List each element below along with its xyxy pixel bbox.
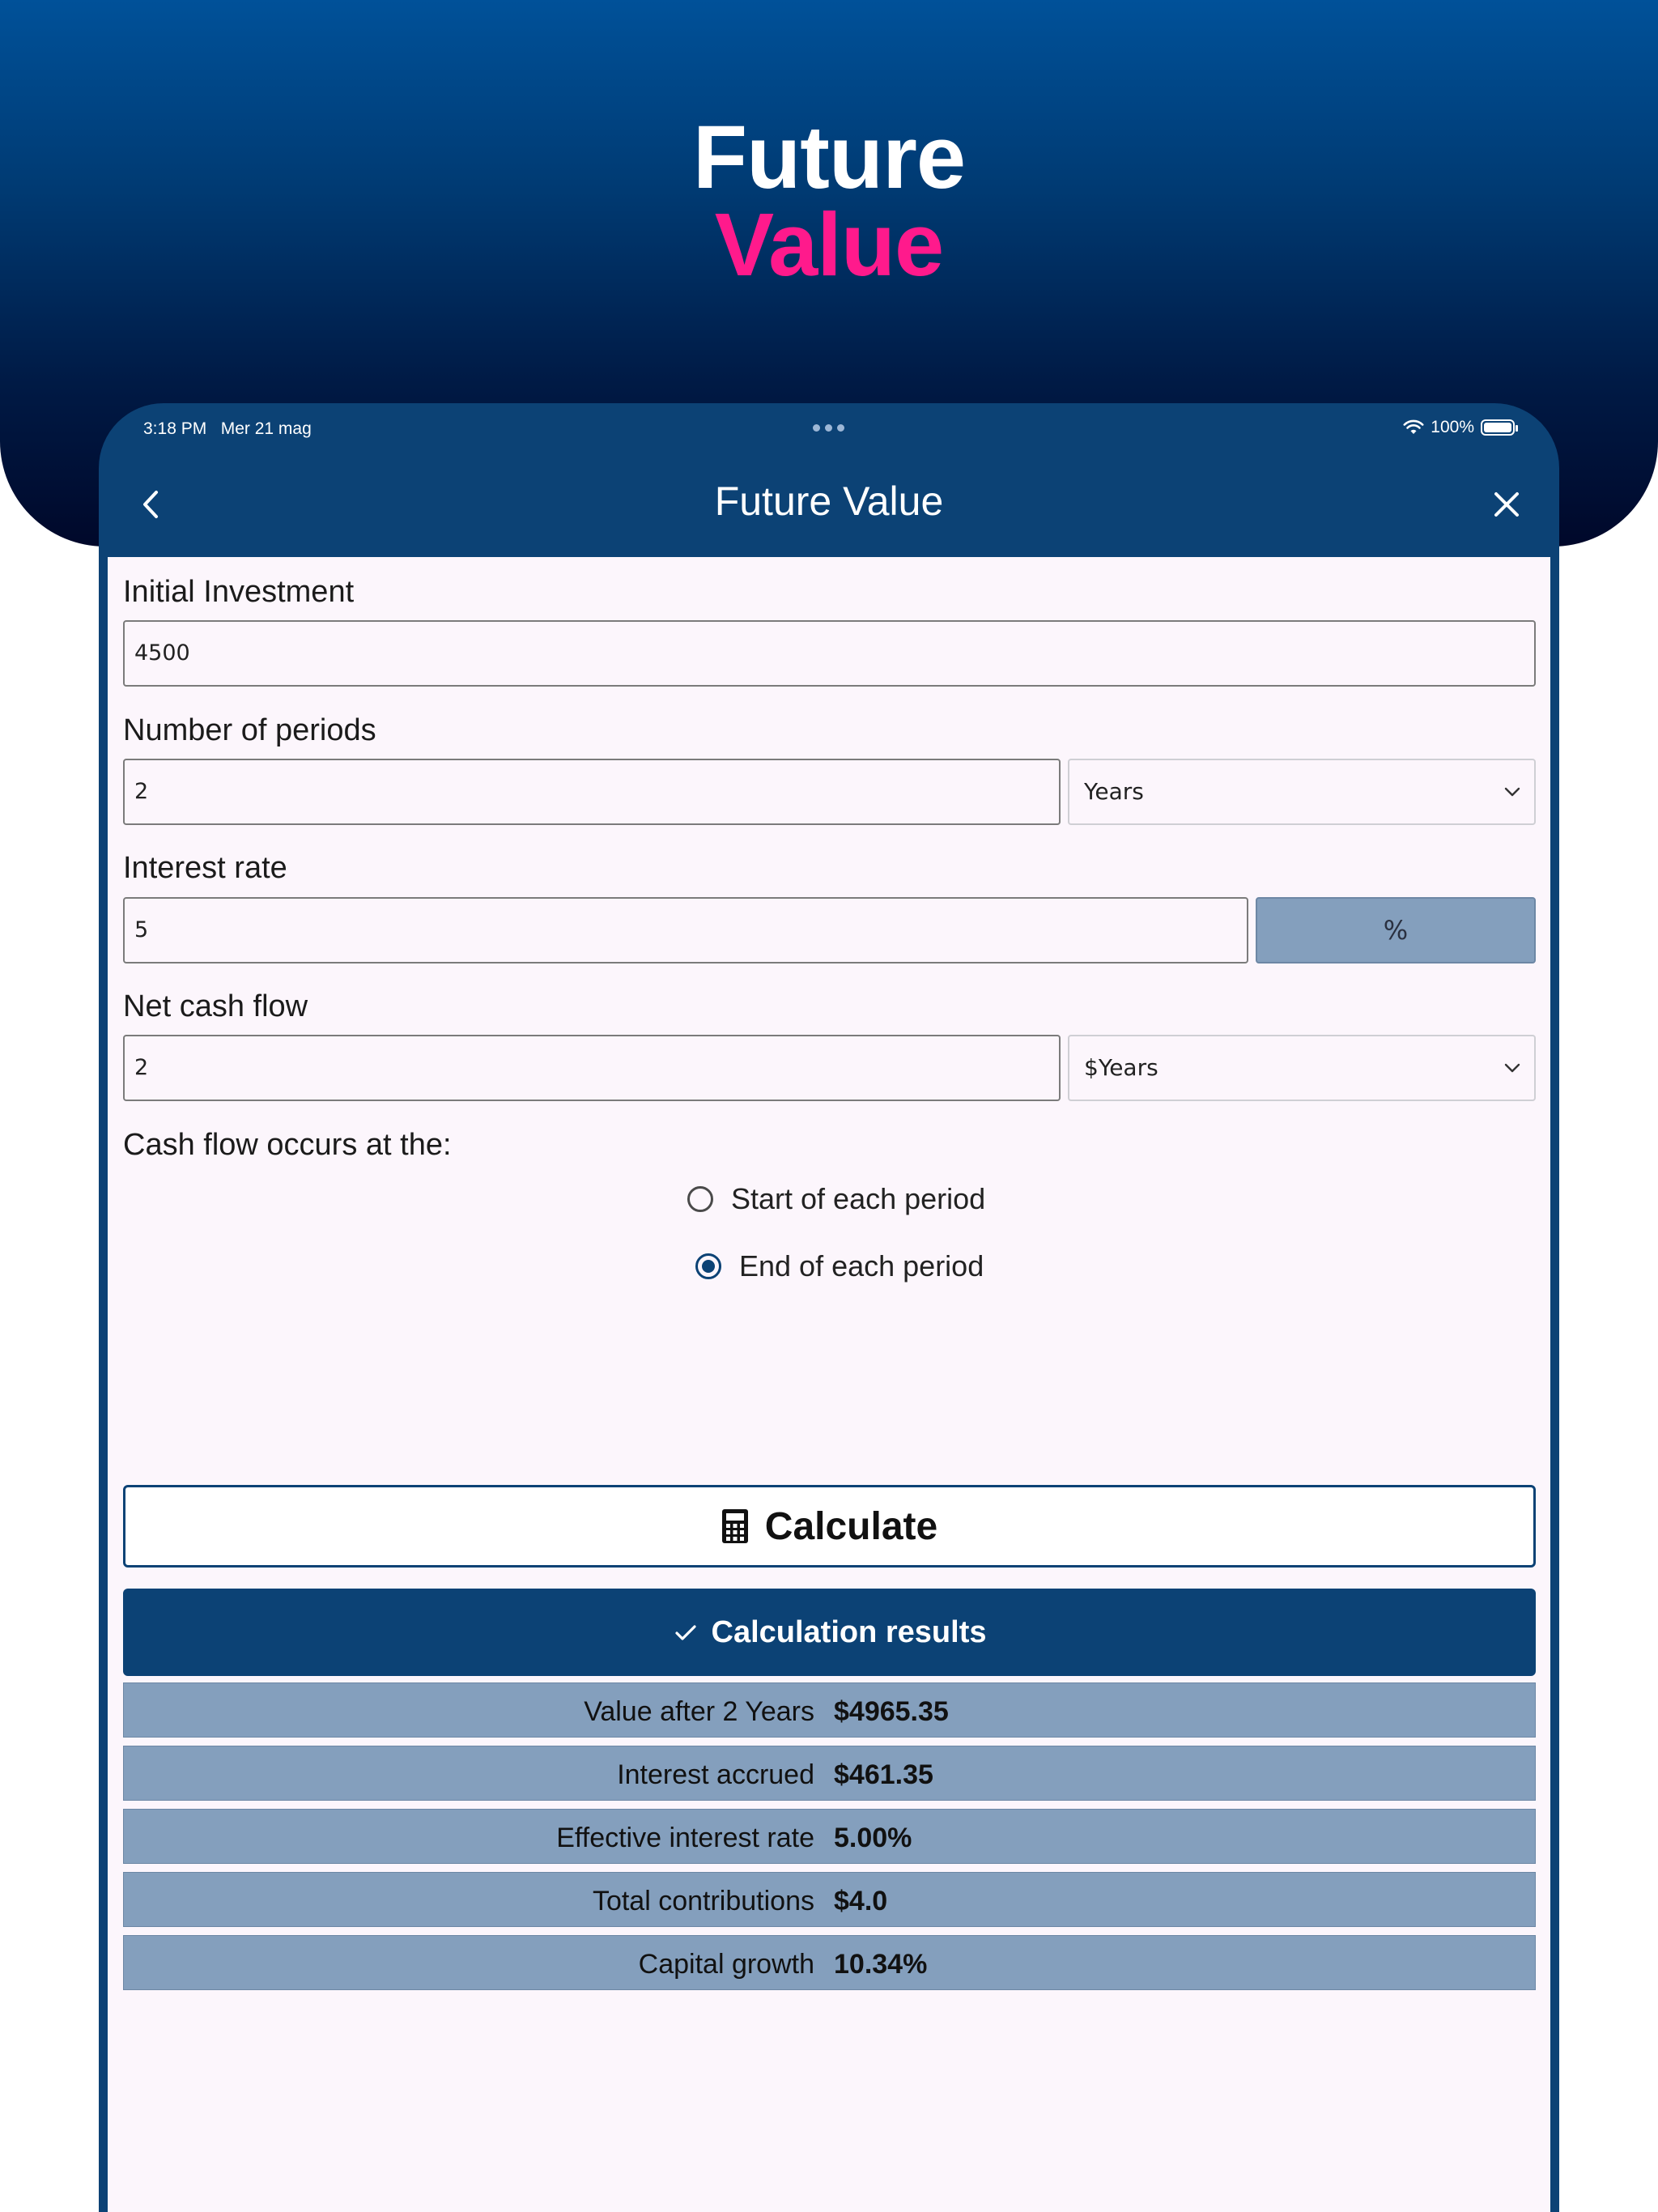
result-row xyxy=(123,1935,1536,1990)
radio-button-unchecked[interactable] xyxy=(687,1186,713,1212)
cash-flow-unit-select[interactable] xyxy=(1068,1035,1536,1101)
interest-rate-input[interactable]: 5 xyxy=(123,897,1248,963)
periods-unit-select[interactable] xyxy=(1068,759,1536,825)
check-icon xyxy=(673,1619,699,1645)
hero-title-line2: Value xyxy=(714,195,944,295)
initial-investment-input[interactable]: 4500 xyxy=(123,620,1536,687)
form-content xyxy=(108,557,1550,2212)
cash-flow-unit-value: $Years xyxy=(1084,1054,1158,1081)
initial-investment-label: Initial Investment xyxy=(123,575,355,609)
calculator-icon xyxy=(721,1508,749,1544)
result-label: Value after 2 Years xyxy=(584,1696,814,1727)
radio-start-label: Start of each period xyxy=(731,1182,986,1215)
net-cash-flow-input[interactable]: 2 xyxy=(123,1035,1061,1101)
chevron-down-icon xyxy=(1502,781,1523,802)
radio-end-of-period[interactable] xyxy=(695,1249,984,1283)
chevron-down-icon xyxy=(1502,1057,1523,1078)
result-row xyxy=(123,1809,1536,1864)
cash-flow-timing-label: Cash flow occurs at the: xyxy=(123,1128,452,1162)
battery-percent: 100% xyxy=(1431,418,1474,436)
result-label: Effective interest rate xyxy=(556,1823,814,1853)
nav-bar xyxy=(99,452,1559,557)
calculate-label: Calculate xyxy=(764,1504,938,1548)
number-of-periods-label: Number of periods xyxy=(123,713,376,747)
result-value: $461.35 xyxy=(834,1759,933,1790)
radio-button-checked[interactable] xyxy=(695,1253,721,1279)
net-cash-flow-label: Net cash flow xyxy=(123,989,308,1023)
result-value: 10.34% xyxy=(834,1949,928,1980)
status-right xyxy=(1403,418,1515,437)
results-header-label: Calculation results xyxy=(711,1614,987,1649)
result-row xyxy=(123,1872,1536,1927)
nav-title: Future Value xyxy=(714,479,944,524)
results-header xyxy=(123,1589,1536,1676)
close-icon[interactable] xyxy=(1486,484,1527,525)
radio-end-label: End of each period xyxy=(739,1249,984,1283)
wifi-icon xyxy=(1403,419,1424,436)
status-date-text: Mer 21 mag xyxy=(220,419,312,438)
device-frame xyxy=(99,403,1559,2212)
number-of-periods-input[interactable]: 2 xyxy=(123,759,1061,825)
result-value: $4965.35 xyxy=(834,1696,949,1727)
battery-icon xyxy=(1481,419,1515,436)
result-row xyxy=(123,1746,1536,1801)
interest-rate-unit: % xyxy=(1256,897,1536,963)
result-label: Interest accrued xyxy=(617,1759,814,1790)
status-time-text: 3:18 PM xyxy=(143,419,207,438)
result-row xyxy=(123,1682,1536,1738)
hero-title-line1: Future xyxy=(692,108,966,207)
interest-rate-label: Interest rate xyxy=(123,851,287,885)
result-label: Total contributions xyxy=(592,1886,814,1916)
status-time xyxy=(143,419,312,439)
radio-start-of-period[interactable] xyxy=(687,1182,985,1216)
calculate-button[interactable] xyxy=(123,1485,1536,1568)
multitasking-dots-icon[interactable] xyxy=(813,424,844,432)
periods-unit-value: Years xyxy=(1084,778,1144,805)
status-bar xyxy=(99,403,1559,452)
result-label: Capital growth xyxy=(638,1949,814,1980)
result-value: 5.00% xyxy=(834,1823,912,1853)
result-value: $4.0 xyxy=(834,1886,888,1916)
